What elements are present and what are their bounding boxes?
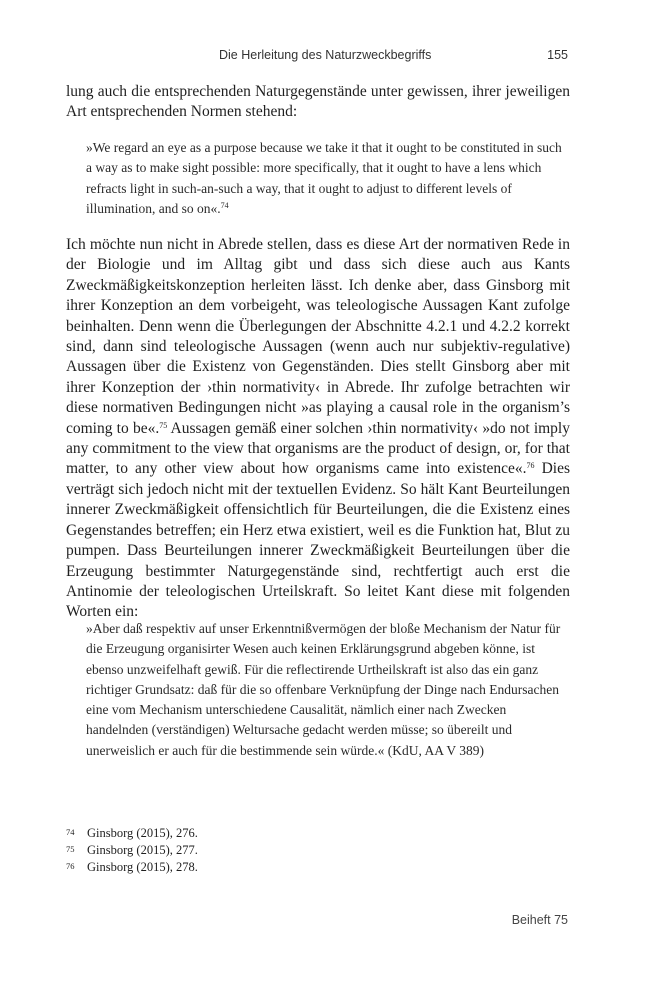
opening-paragraph bbox=[66, 82, 570, 123]
footnotes bbox=[66, 825, 466, 876]
footnote-text: Ginsborg (2015), 276. bbox=[87, 826, 198, 840]
block-quote-2-text: »Aber daß respektiv auf unser Erkenntnißvermögen der bloße Mechanism der Natur für die Erzeugung organisirter Wesen auch keinen Erklärungsgrund abgeben könne, ist ebenso unzweifelhaft gewiß. Für die reflectirende Urtheilskraft ist also das ein ganz richtiger Grundsatz: daß für die so offenbare Verknüpfung der Dinge nach Endursachen eine vom Mechanism unterschiedene Causalität, nämlich einer nach Zwecken handelnden (verständigen) Weltursache gedacht werden müsse; so übereilt und unerweislich er auch für die bestimmende sein würde.« (KdU, AA V 389) bbox=[86, 621, 561, 758]
block-quote-2 bbox=[86, 619, 571, 761]
page-number: 155 bbox=[547, 48, 568, 62]
footnote-text: Ginsborg (2015), 278. bbox=[87, 860, 198, 874]
footnote-number: 74 bbox=[66, 827, 75, 837]
quote-1-body: »We regard an eye as a purpose because we take it that it ought to be constituted in such a way as to make sight possible: more specifically, that it ought to have a lens which refracts light in such-an-such a way, that it ought to adjust to different levels of illumination, and so on«. bbox=[86, 140, 562, 216]
footnote-ref-76: 76 bbox=[526, 461, 535, 471]
footnote-number: 76 bbox=[66, 861, 75, 871]
main-paragraph-part-2: Aussagen gemäß einer solchen ›thin normativity‹ »do not imply any commitment to the view that organisms are the product of design, or, for that matter, to any other view about how organisms came into existence«. bbox=[66, 419, 570, 478]
footer-series-label: Beiheft 75 bbox=[511, 913, 568, 927]
footnote-text: Ginsborg (2015), 277. bbox=[87, 843, 198, 857]
main-paragraph-text bbox=[66, 235, 570, 623]
footnote-ref-74: 74 bbox=[220, 200, 229, 210]
block-quote-1-text bbox=[86, 138, 571, 219]
footnote-74 bbox=[66, 825, 466, 842]
main-paragraph-part-3: Dies verträgt sich jedoch nicht mit der textuellen Evidenz. So hält Kant Beurteilungen innerer Zweckmäßigkeit offensichtlich für Beurteilungen, die die Existenz eines Gegenstandes betreffen; ein Herz etwa existiert, weil es die Funktion hat, Blut zu pumpen. Dass Beurteilungen innerer Zweckmäßigkeit Beurteilungen über die Erzeugung bestimmter Naturgegenstände sind, rechtfertigt auch erst die Antinomie der teleologischen Urteilskraft. So leitet Kant diese mit folgenden Worten ein: bbox=[66, 460, 571, 621]
footnote-76 bbox=[66, 859, 466, 876]
main-paragraph bbox=[66, 235, 570, 623]
footnote-ref-75: 75 bbox=[159, 420, 168, 430]
main-paragraph-part-1: Ich möchte nun nicht in Abrede stellen, dass es diese Art der normativen Rede in der Biologie und im Alltag gibt und dass sich diese auch aus Kants Zweckmäßigkeitskonzeption herleiten lässt. Ich denke aber, dass Ginsborg mit ihrer Konzeption an dem vorbeigeht, was teleologische Aussagen Kant zufolge beinhalten. Denn wenn die Überlegungen der Abschnitte 4.2.1 und 4.2.2 korrekt sind, dann sind teleologische Aussagen (wenn auch nur subjektiv-regulative) Aussagen über die Existenz von Gegenständen. Dies stellt Ginsborg aber mit ihrer Konzeption der ›thin normativity‹ in Abrede. Ihr zufolge betrachten wir diese normativen Bedingungen nicht »as playing a causal role in the organism’s coming to be«. bbox=[66, 236, 570, 437]
footnote-number: 75 bbox=[66, 844, 75, 854]
block-quote-1 bbox=[86, 138, 571, 219]
opening-paragraph-text: lung auch die entsprechenden Naturgegenstände unter gewissen, ihrer jeweiligen Art entsprechenden Normen stehend: bbox=[66, 83, 570, 121]
running-title: Die Herleitung des Naturzweckbegriffs bbox=[219, 48, 432, 62]
running-header bbox=[0, 48, 650, 64]
footnote-75 bbox=[66, 842, 466, 859]
